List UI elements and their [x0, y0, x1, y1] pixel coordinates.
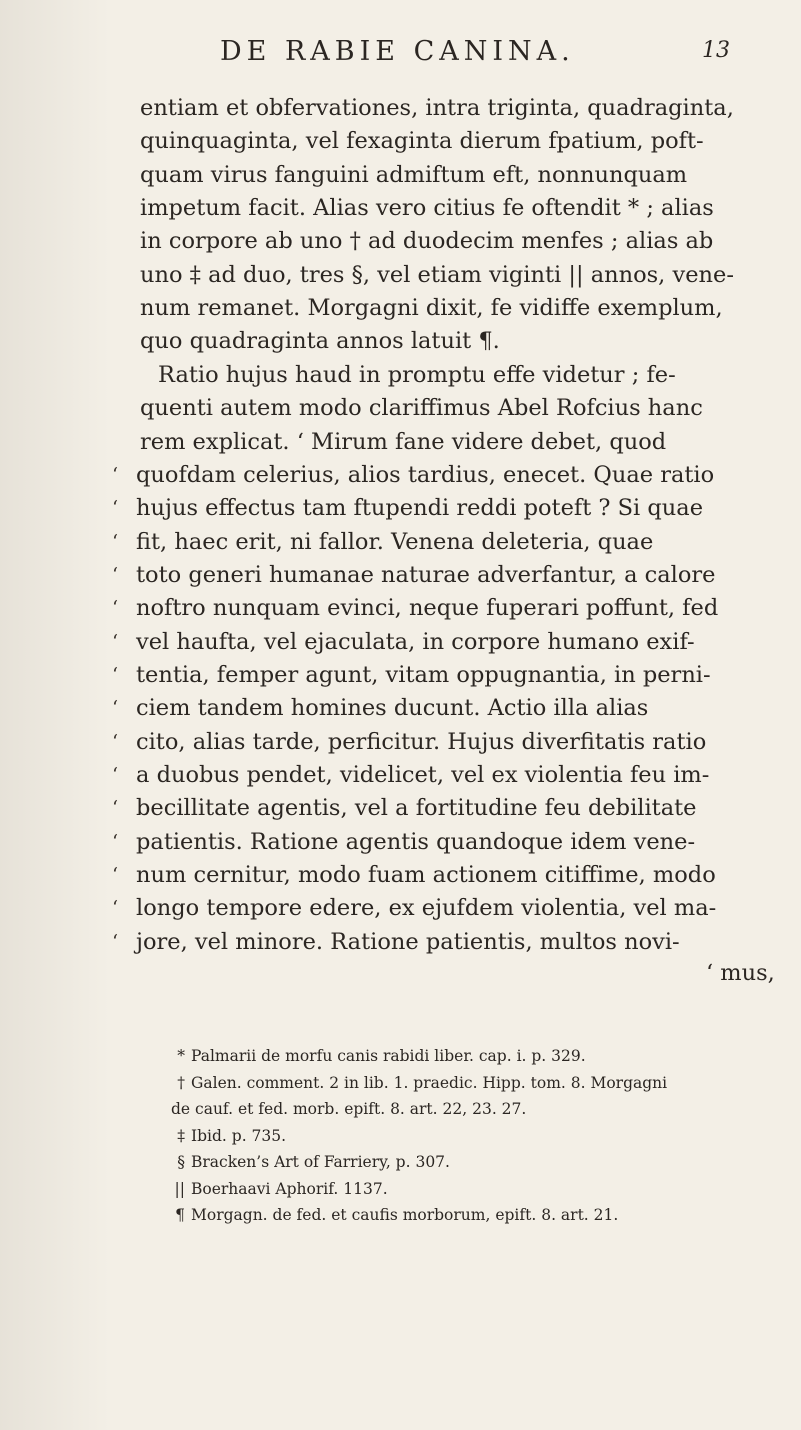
- line-text: quofdam celerius, alios tardius, enecet. Quae ratio: [136, 461, 715, 488]
- line-text: num cernitur, modo fuam actionem citiffime, modo: [136, 862, 716, 889]
- line-text: a duobus pendet, videlicet, vel ex violentia feu im-: [136, 762, 710, 788]
- text-line: [0, 759, 801, 792]
- line-text: fit, haec erit, ni fallor. Venena deleteria, quae: [136, 528, 654, 555]
- line-text: in corpore ab uno † ad duodecim menfes ; alias ab: [140, 228, 714, 255]
- text-line: [0, 726, 801, 759]
- text-line: [0, 592, 801, 625]
- line-text: quo quadraginta annos latuit ¶.: [140, 328, 500, 355]
- page-number: 13: [702, 38, 730, 63]
- footnote-text: de cauf. et fed. morb. epift. 8. art. 22, 23. 27.: [171, 1100, 527, 1118]
- footnote-mark: ‡: [177, 1126, 185, 1145]
- text-line: [0, 125, 801, 158]
- text-line: [0, 225, 801, 258]
- footnote: [0, 1097, 801, 1122]
- line-text: jore, vel minore. Ratione patientis, multos novi-: [136, 928, 680, 955]
- quote-mark: ‘: [112, 864, 119, 887]
- text-line: [0, 826, 801, 859]
- footnote-mark: §: [177, 1153, 185, 1171]
- footnote-mark: ||: [174, 1179, 185, 1198]
- footnote-text: Morgagn. de fed. et caufis morborum, epift. 8. art. 21.: [191, 1206, 619, 1224]
- footnote-text: Ibid. p. 735.: [191, 1126, 287, 1145]
- line-text: ciem tandem homines ducunt. Actio illa alias: [136, 695, 649, 722]
- line-text: Ratio hujus haud in promptu effe videtur ; fe-: [158, 361, 676, 388]
- footnote-text: Boerhaavi Aphorif. 1137.: [191, 1179, 388, 1198]
- text-line: [0, 392, 801, 425]
- footnote: [0, 1203, 801, 1228]
- footnote-text: Galen. comment. 2 in lib. 1. praedic. Hipp. tom. 8. Morgagni: [191, 1073, 668, 1092]
- text-line: [0, 292, 801, 325]
- quote-mark: ‘: [112, 597, 119, 620]
- quote-mark: ‘: [112, 830, 119, 853]
- line-text: toto generi humanae naturae adverfantur, a calore: [136, 561, 716, 588]
- quote-mark: ‘: [112, 497, 119, 520]
- text-line: [0, 426, 801, 459]
- text-line: [0, 192, 801, 225]
- footnote-text: Bracken’s Art of Farriery, p. 307.: [191, 1153, 450, 1171]
- footnote: [0, 1071, 801, 1096]
- quote-mark: ‘: [112, 764, 119, 786]
- quote-mark: ‘: [112, 797, 119, 820]
- footnote: [0, 1044, 801, 1069]
- line-text: entiam et obfervationes, intra triginta, quadraginta,: [140, 95, 734, 121]
- quote-mark: ‘: [112, 697, 119, 720]
- text-line: [0, 926, 801, 959]
- text-line: [0, 626, 801, 659]
- footnote-mark: †: [177, 1073, 185, 1092]
- quote-mark: ‘: [112, 730, 119, 753]
- line-text: cito, alias tarde, perficitur. Hujus diverfitatis ratio: [136, 728, 707, 755]
- quote-mark: ‘: [112, 897, 119, 920]
- footnote: [0, 1150, 801, 1175]
- line-text: hujus effectus tam ftupendi reddi poteft ? Si quae: [136, 495, 704, 522]
- text-line: [0, 459, 801, 492]
- footnote: [0, 1124, 801, 1149]
- footnote-mark: *: [177, 1047, 185, 1065]
- text-line: [0, 526, 801, 559]
- line-text: quam virus fanguini admiftum eft, nonnunquam: [140, 161, 688, 188]
- quote-mark: ‘: [112, 930, 119, 953]
- line-text: quenti autem modo clariffimus Abel Rofcius hanc: [140, 395, 703, 422]
- line-text: tentia, femper agunt, vitam oppugnantia, in perni-: [136, 661, 711, 688]
- text-line: [0, 159, 801, 192]
- running-title: DE RABIE CANINA.: [220, 36, 575, 67]
- text-line: [0, 692, 801, 725]
- catchword: ‘ mus,: [706, 960, 775, 987]
- text-line: [0, 492, 801, 525]
- footnote-text: Palmarii de morfu canis rabidi liber. cap. i. p. 329.: [191, 1047, 586, 1065]
- running-head: [0, 36, 801, 76]
- text-line: [0, 559, 801, 592]
- text-line: [0, 359, 801, 392]
- line-text: quinquaginta, vel fexaginta dierum fpatium, poft-: [140, 128, 704, 155]
- text-line: [0, 92, 801, 125]
- line-text: uno ‡ ad duo, tres §, vel etiam viginti || annos, vene-: [140, 261, 734, 288]
- text-line: [0, 892, 801, 925]
- line-text: vel haufta, vel ejaculata, in corpore humano exif-: [136, 628, 695, 655]
- text-line: [0, 659, 801, 692]
- text-line: [0, 859, 801, 892]
- footnote-mark: ¶: [175, 1206, 185, 1224]
- quote-mark: ‘: [112, 563, 119, 586]
- catchword-line: [0, 957, 801, 990]
- line-text: num remanet. Morgagni dixit, fe vidiffe exemplum,: [140, 295, 723, 322]
- quote-mark: ‘: [112, 630, 119, 653]
- text-line: [0, 259, 801, 292]
- line-text: longo tempore edere, ex ejufdem violentia, vel ma-: [136, 895, 717, 922]
- quote-mark: ‘: [112, 463, 119, 486]
- text-line: [0, 325, 801, 358]
- line-text: patientis. Ratione agentis quandoque idem vene-: [136, 828, 696, 855]
- footnote: [0, 1177, 801, 1202]
- line-text: rem explicat. ‘ Mirum fane videre debet, quod: [140, 428, 667, 455]
- line-text: impetum facit. Alias vero citius fe oftendit * ; alias: [140, 195, 714, 222]
- line-text: noftro nunquam evinci, neque fuperari poffunt, fed: [136, 595, 719, 622]
- line-text: becillitate agentis, vel a fortitudine feu debilitate: [136, 795, 697, 822]
- text-line: [0, 792, 801, 825]
- quote-mark: ‘: [112, 530, 119, 553]
- quote-mark: ‘: [112, 663, 119, 686]
